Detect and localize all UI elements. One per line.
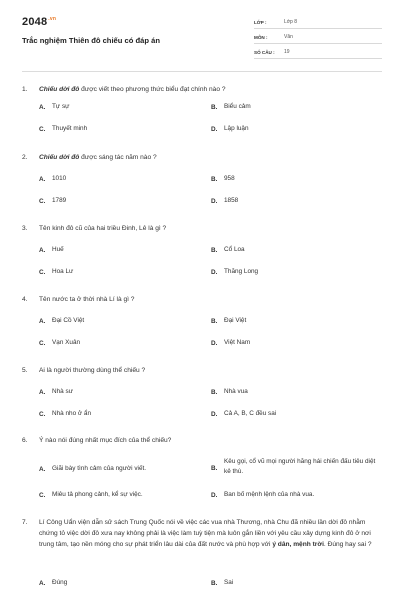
- option-a[interactable]: A. Giãi bày tình cảm của người viết.: [39, 465, 147, 473]
- question-5: [22, 367, 382, 418]
- option-b[interactable]: B. Kêu gọi, cổ vũ mọi người hăng hái chiến đấu tiêu diệt kẻ thù.: [211, 458, 376, 475]
- option-a[interactable]: A. Tự sự: [39, 103, 70, 111]
- meta-row-count: SỐ CÂU : 19: [254, 44, 382, 59]
- option-a[interactable]: A. Huế: [39, 246, 64, 254]
- question-number: 6.: [22, 437, 28, 444]
- option-a[interactable]: A. Đại Cồ Việt: [39, 317, 85, 325]
- option-c[interactable]: C. Hoa Lư: [39, 268, 74, 276]
- question-number: 3.: [22, 225, 28, 232]
- question-text: Chiếu dời đô được sáng tác năm nào ?: [39, 154, 157, 161]
- meta-row-class: LỚP : Lớp 8: [254, 14, 382, 29]
- question-text: Tên nước ta ở thời nhà Lí là gì ?: [39, 296, 135, 303]
- question-text: Chiếu dời đô được viết theo phương thức biểu đạt chính nào ?: [39, 86, 226, 93]
- option-b[interactable]: B. Nhà vua: [211, 388, 248, 396]
- question-text: Lí Công Uẩn viện dẫn sử sách Trung Quốc nói về việc các vua nhà Thương, nhà Chu đã nhiều lần dời đô nhằm chứng tỏ việc dời đô xưa nay không phải là việc làm tuỳ tiện mà luôn gắn liền với yêu cầu xây dựng kinh đô ở nơi trung tâm, tạo nền móng cho sự phát triển lâu dài của đất nước và phù hợp với ý dân, mệnh trời. Đúng hay sai ?: [39, 519, 372, 548]
- option-b[interactable]: B. 958: [211, 175, 235, 183]
- option-b[interactable]: B. Cổ Loa: [211, 246, 245, 254]
- question-4: [22, 296, 382, 347]
- option-d[interactable]: D. Cả A, B, C đều sai: [211, 410, 277, 418]
- header-divider: [22, 71, 382, 72]
- option-a[interactable]: A. Đúng: [39, 579, 68, 587]
- site-logo[interactable]: $2048^{.vn}$: [22, 16, 57, 28]
- question-1: [22, 86, 382, 133]
- question-number: 5.: [22, 367, 28, 374]
- option-d[interactable]: D. Việt Nam: [211, 339, 251, 347]
- option-c[interactable]: C. Vạn Xuân: [39, 339, 81, 347]
- question-text: Ai là người thường dùng thể chiếu ?: [39, 367, 146, 374]
- option-b[interactable]: B. Sai: [211, 579, 234, 587]
- page-header: [22, 14, 382, 72]
- question-2: [22, 154, 382, 205]
- question-text: Ý nào nói đúng nhất mục đích của thể chiếu?: [39, 437, 172, 444]
- page-title: Trắc nghiệm Thiên đô chiếu có đáp án: [22, 36, 160, 45]
- question-number: 2.: [22, 154, 28, 161]
- question-number: 4.: [22, 296, 28, 303]
- question-text: Tên kinh đô cũ của hai triều Đinh, Lê là gì ?: [39, 225, 167, 232]
- question-6: [22, 437, 382, 499]
- option-d[interactable]: D. Ban bố mệnh lệnh của nhà vua.: [211, 491, 315, 499]
- option-b[interactable]: B. Biểu cảm: [211, 103, 251, 111]
- question-number: 7.: [22, 519, 28, 526]
- question-7: [22, 519, 382, 587]
- quiz-meta: [254, 14, 382, 59]
- question-number: 1.: [22, 86, 28, 93]
- meta-row-subject: MÔN : Văn: [254, 29, 382, 44]
- option-d[interactable]: D. 1858: [211, 197, 239, 205]
- option-c[interactable]: C. Miêu tả phong cảnh, kể sự việc.: [39, 491, 143, 499]
- option-d[interactable]: D. Lập luận: [211, 125, 249, 133]
- option-a[interactable]: A. 1010: [39, 175, 67, 183]
- option-a[interactable]: A. Nhà sư: [39, 388, 73, 396]
- option-c[interactable]: C. Nhà nho ở ẩn: [39, 410, 92, 418]
- question-3: [22, 225, 382, 276]
- option-c[interactable]: C. 1789: [39, 197, 67, 205]
- option-d[interactable]: D. Thăng Long: [211, 268, 259, 276]
- option-c[interactable]: C. Thuyết minh: [39, 125, 88, 133]
- option-b[interactable]: B. Đại Việt: [211, 317, 247, 325]
